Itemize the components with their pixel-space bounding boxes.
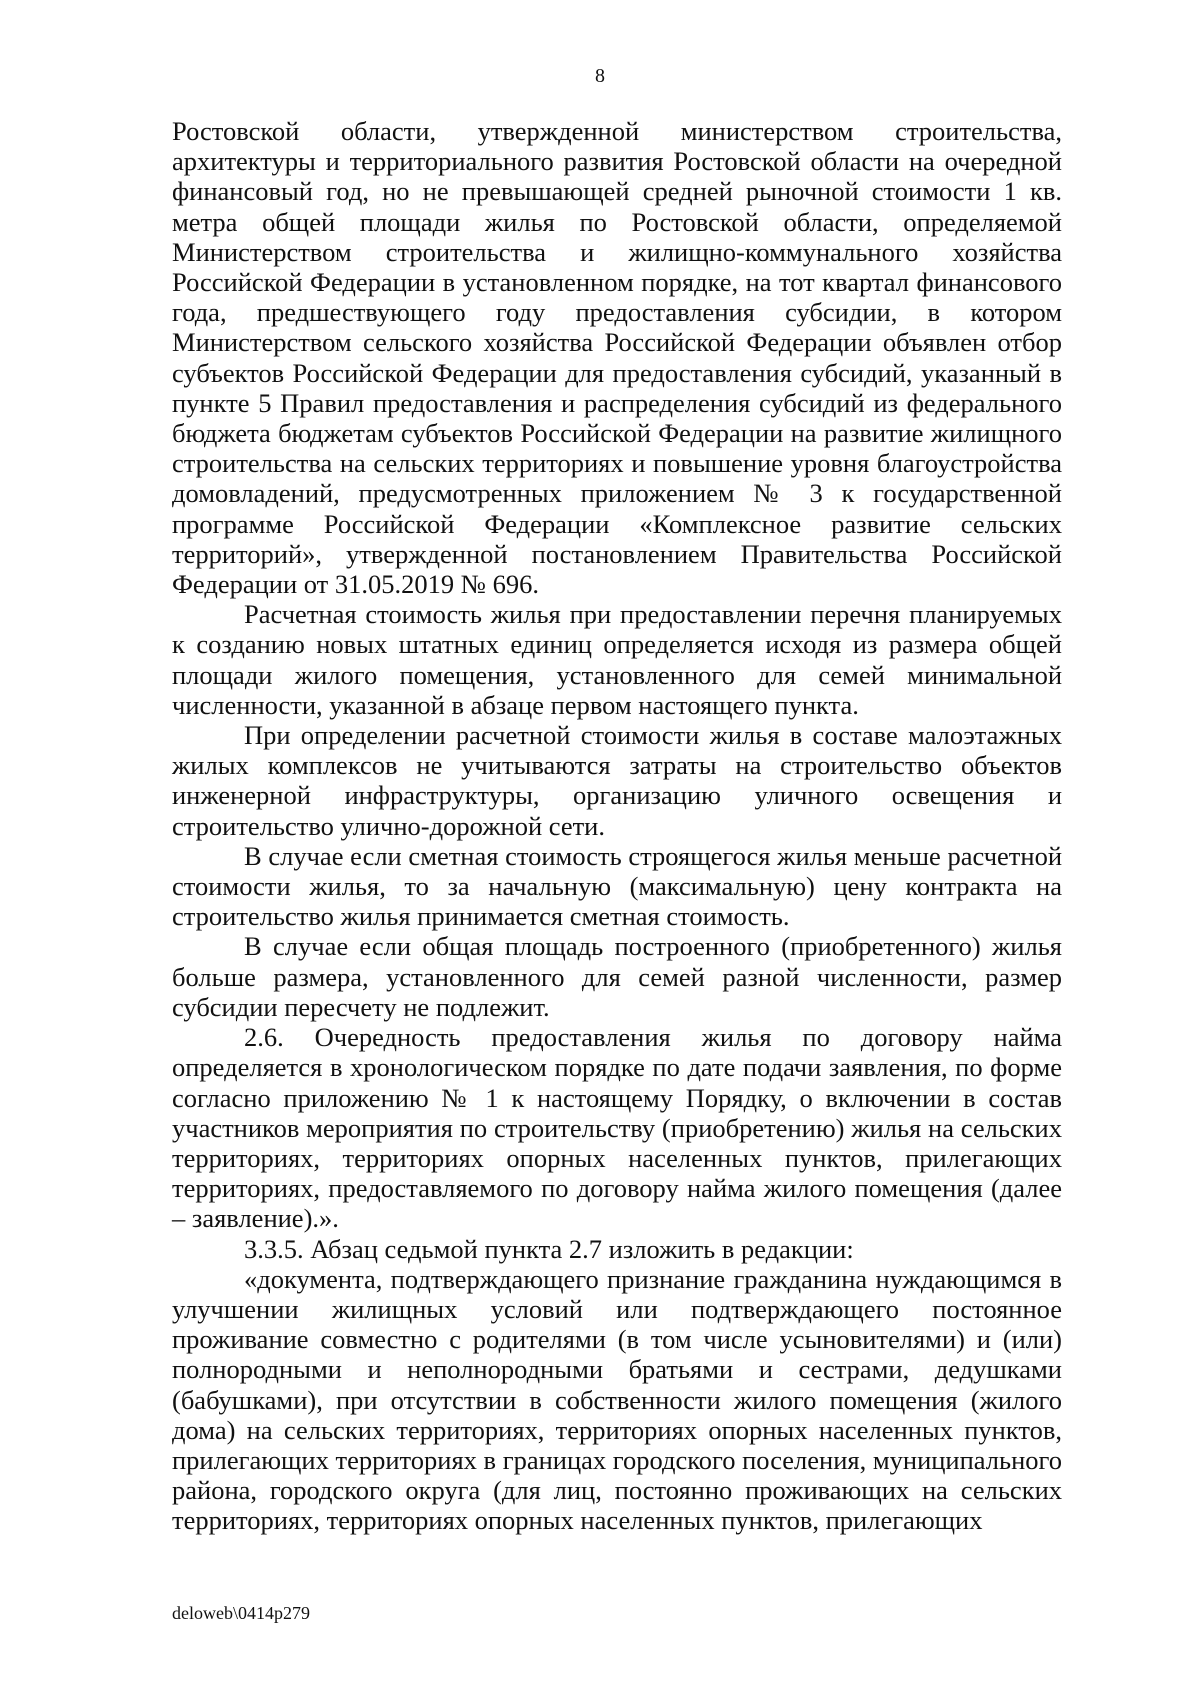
paragraph-low-rise-complexes: При определении расчетной стоимости жилья в составе малоэтажных жилых комплексов не учитываются затраты на строительство объектов инженерной инфраструктуры, организацию уличного освещения и строительство улично-дорожной сети. [172,720,1062,841]
footer-document-code: deloweb\0414p279 [172,1603,310,1623]
paragraph-estimated-cost: Расчетная стоимость жилья при предоставлении перечня планируемых к созданию новых штатных единиц определяется исходя из размера общей площади жилого помещения, установленного для семей минимальной численности, указанной в абзаце первом настоящего пункта. [172,599,1062,720]
paragraph-clause-3-3-5: 3.3.5. Абзац седьмой пункта 2.7 изложить в редакции: [244,1233,854,1264]
paragraph-document-quote: «документа, подтверждающего признание гражданина нуждающимся в улучшении жилищных условий или подтверждающего постоянное проживание совместно с родителями (в том числе усыновителями) и (или) полнородными и неполнородными братьями и сестрами, дедушками (бабушками), при отсутствии в собственности жилого помещения (жилого дома) на сельских территориях, территориях опорных населенных пунктов, прилегающих территориях в границах городского поселения, муниципального района, городского округа (для лиц, постоянно проживающих на сельских территориях, территориях опорных населенных пунктов, прилегающих [172,1263,1062,1536]
paragraph-area-larger: В случае если общая площадь построенного (приобретенного) жилья больше размера, установленного для семей разной численности, размер субсидии пересчету не подлежит. [172,931,1062,1022]
page-number: 8 [595,65,605,87]
paragraph-clause-2-6: 2.6. Очередность предоставления жилья по договору найма определяется в хронологическом порядке по дате подачи заявления, по форме согласно приложению № 1 к настоящему Порядку, о включении в состав участников мероприятия по строительству (приобретению) жилья на сельских территориях, территориях опорных населенных пунктов, прилегающих территориях, предоставляемого по договору найма жилого помещения (далее – заявление).». [172,1022,1062,1234]
document-body [172,116,1062,1536]
paragraph-continuation: Ростовской области, утвержденной министерством строительства, архитектуры и территориального развития Ростовской области на очередной финансовый год, но не превышающей средней рыночной стоимости 1 кв. метра общей площади жилья по Ростовской области, определяемой Министерством строительства и жилищно-коммунального хозяйства Российской Федерации в установленном порядке, на тот квартал финансового года, предшествующего году предоставления субсидии, в котором Министерством сельского хозяйства Российской Федерации объявлен отбор субъектов Российской Федерации для предоставления субсидий, указанный в пункте 5 Правил предоставления и распределения субсидий из федерального бюджета бюджетам субъектов Российской Федерации на развитие жилищного строительства на сельских территориях и повышение уровня благоустройства домовладений, предусмотренных приложением № 3 к государственной программе Российской Федерации «Комплексное развитие сельских территорий», утвержденной постановлением Правительства Российской Федерации от 31.05.2019 № 696. [172,116,1062,600]
paragraph-estimate-lower: В случае если сметная стоимость строящегося жилья меньше расчетной стоимости жилья, то за начальную (максимальную) цену контракта на строительство жилья принимается сметная стоимость. [172,840,1062,932]
